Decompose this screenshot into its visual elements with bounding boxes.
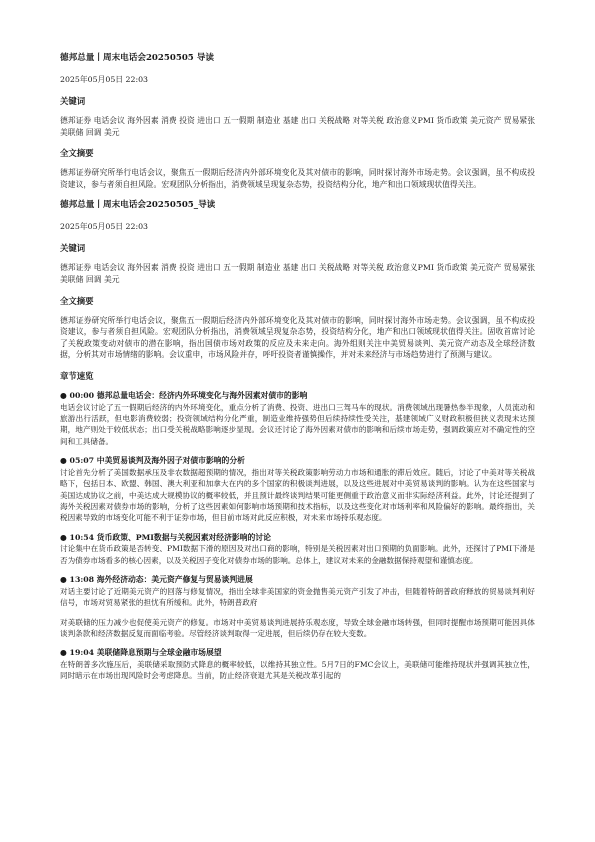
- chapter-body: 对话主要讨论了近期美元资产的回落与修复情况，指出全球非美国家的资金抛售美元资产引发了冲击，但随着特朗普政府释放的贸易谈判利好信号，市场对贸易紧张的担忧有所缓和。此外，特朗普政府: [60, 586, 535, 608]
- keywords-heading-1: 关键词: [60, 96, 86, 106]
- doc-date-2: 2025年05月05日 22:03: [60, 222, 149, 232]
- chapter-body: 电话会议讨论了五一假期后经济的内外环境变化，重点分析了消费、投资、进出口三驾马车的现状。消费领域出现暑热参半现象，人员流动和旅游出行活跃，但电影消费较弱；投资领域结构分化严重，制造业维持强势但后续持续性受关注，基建领域广义财政积极但狭义表现未达预期，地产则处于较低状态；出口受关税战略影响逐步显现。会议还讨论了海外因素对债市的影响和后续市场走势，强调政策应对不确定性的空间和工具储备。: [60, 402, 535, 446]
- chapter-body: 在特朗普多次施压后，美联储采取预防式降息的概率较低，以维持其独立性。5月7日的FMC会议上，美联储可能维持现状并强调其独立性，同时暗示在市场出现风险时会考虑降息。当前，防止经济衰退尤其是关税改革引起的: [60, 660, 535, 681]
- doc-title-1: 德邦总量丨周末电话会20250505 导读: [60, 53, 214, 63]
- chapter-title: ● 13:08 海外经济动态：美元资产修复与贸易谈判进展: [60, 575, 253, 585]
- chapters-heading: 章节速览: [60, 370, 94, 381]
- chapter-title: ● 00:00 德邦总量电话会：经济内外环境变化与海外因素对债市的影响: [60, 390, 308, 400]
- summary-2: 德邦证券研究所举行电话会议，聚焦五一假期后经济内外部环境变化及其对债市的影响，同时探讨海外市场走势。会议强调，虽不构成投资建议，参与者须自担风险。宏观团队分析指出，消费领域呈现复杂态势，投资结构分化，地产和出口领域现状值得关注。固收首席讨论了关税政策变动对债市的潜在影响，指出国债市场对政策的反应及未来走向。海外组则关注中美贸易谈判、美元资产动态及全球经济数据，分析其对市场情绪的影响。会议重申，市场风险并存，呼吁投资者谨慎操作，并对未来经济与市场趋势进行了预测与建议。: [60, 315, 535, 360]
- keywords-1: 德邦证券 电话会议 海外因素 消费 投资 进出口 五一假期 制造业 基建 出口 关税战略 对等关税 政治意义PMI 货币政策 美元资产 贸易紧张 美联储 回调 美元: [60, 116, 535, 137]
- chapter-title: ● 19:04 美联储降息预期与全球金融市场展望: [60, 648, 222, 658]
- keywords-2: 德邦证券 电话会议 海外因素 消费 投资 进出口 五一假期 制造业 基建 出口 关税战略 对等关税 政治意义PMI 货币政策 美元资产 贸易紧张 美联储 回调 美元: [60, 263, 535, 284]
- summary-heading-1: 全文摘要: [60, 148, 94, 159]
- keywords-heading-2: 关键词: [60, 243, 86, 254]
- summary-1: 德邦证券研究所举行电话会议，聚焦五一假期后经济内外部环境变化及其对债市的影响，同时探讨海外市场走势。会议强调，虽不构成投资建议，参与者须自担风险。宏观团队分析指出，消费领域呈现复杂态势，投资结构分化，地产和出口领域现状值得关注。: [60, 168, 535, 189]
- chapter-title: ● 05:07 中美贸易谈判及海外因子对债市影响的分析: [60, 456, 245, 466]
- chapter-body-continued: 对美联储的压力减少也促使美元资产的修复。市场对中美贸易谈判进展持乐观态度，导致全球金融市场转强，但同时提醒市场预期可能因具体谈判条款和经济数据反复而面临考验。尽管经济谈判取得一定进展，但后续仍存在较大变数。: [60, 617, 535, 638]
- doc-date-1: 2025年05月05日 22:03: [60, 75, 149, 84]
- chapter-title: ● 10:54 货币政策、PMI数据与关税因素对经济影响的讨论: [60, 532, 271, 542]
- chapter-body: 讨论首先分析了美国数据承压及非农数据超预期的情况，指出对等关税政策影响劳动力市场和通胀的滞后效应。随后，讨论了中美对等关税战略下，包括日本、欧盟、韩国、澳大利亚和加拿大在内的多个国家的积极谈判进展，以及这些进展对中美贸易谈判的影响。认为在这些国家与美国达成协议之前，中美达成大规模协议的概率较低，并且预计最终谈判结果可能更侧重于政治意义而非实际经济利益。此外，讨论还提到了海外关税因素对债券市场的影响，分析了这些因素如何影响市场预期和技术指标，以及这些变化对市场利率和风险偏好的影响。最终指出，关税因素导致的市场变化可能不利于证券市场，但目前市场对此反应积极，对未来市场持乐观态度。: [60, 467, 535, 523]
- chapter-body: 讨论集中在货币政策是否转变、PMI数据下滑的原因及对出口商的影响，特别是关税因素对出口预期的负面影响。此外，还探讨了PMI下滑是否为债券市场看多的核心因素，以及关税因子变化对债券市场的影响。总体上，建议对未来的金融数据保持观望和谨慎态度。: [60, 544, 535, 565]
- summary-heading-2: 全文摘要: [60, 295, 94, 306]
- doc-title-2: 德邦总量丨周末电话会20250505_导读: [60, 200, 216, 211]
